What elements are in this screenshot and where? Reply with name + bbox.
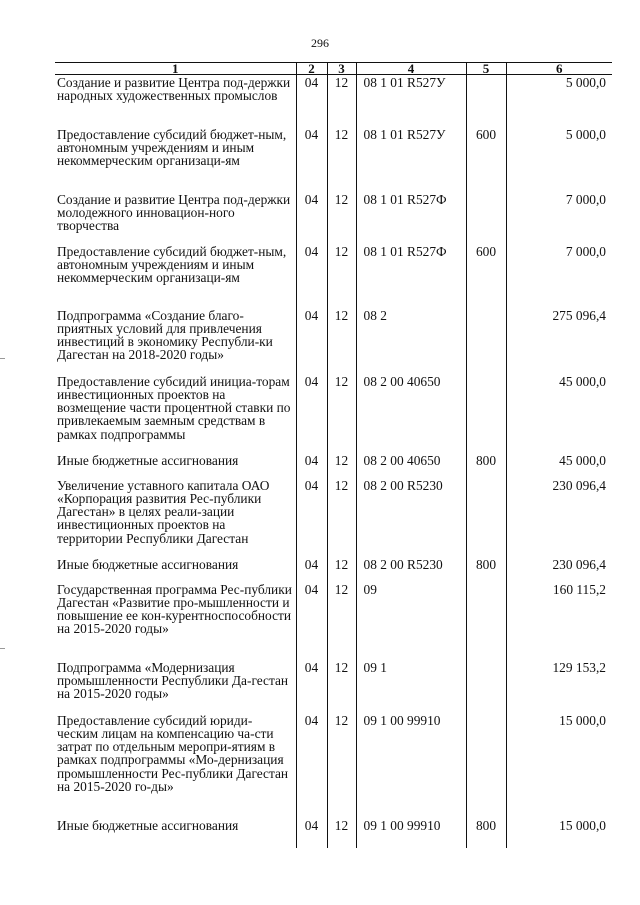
row-amount: 275 096,4 bbox=[506, 308, 612, 374]
table-row bbox=[55, 478, 612, 557]
row-target-code: 09 1 00 99910 bbox=[356, 818, 466, 848]
row-subsection: 12 bbox=[327, 244, 356, 308]
row-section: 04 bbox=[296, 244, 327, 308]
row-section: 04 bbox=[296, 660, 327, 713]
row-target-code: 08 2 00 40650 bbox=[356, 453, 466, 478]
row-subsection: 12 bbox=[327, 453, 356, 478]
row-amount: 129 153,2 bbox=[506, 660, 612, 713]
row-name: Государственная программа Рес-публики Дагестан «Развитие про-мышленности и повышение ее кон-курентноспособности на 2015-2020 годы» bbox=[57, 581, 292, 637]
row-name: Создание и развитие Центра под-держки народных художественных промыслов bbox=[57, 75, 291, 104]
row-amount: 5 000,0 bbox=[506, 127, 612, 192]
row-expense-type: 800 bbox=[466, 453, 506, 478]
row-section: 04 bbox=[296, 127, 327, 192]
row-section: 04 bbox=[296, 453, 327, 478]
row-expense-type bbox=[466, 192, 506, 244]
row-name: Иные бюджетные ассигнования bbox=[57, 817, 239, 833]
row-target-code: 08 2 00 R5230 bbox=[356, 557, 466, 582]
header-col-6: 6 bbox=[506, 63, 612, 75]
row-expense-type bbox=[466, 713, 506, 818]
row-name: Подпрограмма «Модернизация промышленности Республики Да-гестан на 2015-2020 годы» bbox=[57, 659, 289, 702]
row-name: Иные бюджетные ассигнования bbox=[57, 556, 239, 572]
page-number: 296 bbox=[311, 36, 329, 50]
row-amount: 5 000,0 bbox=[506, 75, 612, 127]
header-col-5: 5 bbox=[466, 63, 506, 75]
row-expense-type bbox=[466, 660, 506, 713]
table-row bbox=[55, 453, 612, 478]
row-amount: 7 000,0 bbox=[506, 244, 612, 308]
row-name: Предоставление субсидий инициа-торам инвестиционных проектов на возмещение части процентной ставки по привлекаемым заемным средствам в рамках подпрограммы bbox=[57, 373, 291, 442]
table-row bbox=[55, 75, 612, 127]
row-subsection: 12 bbox=[327, 308, 356, 374]
row-amount: 230 096,4 bbox=[506, 478, 612, 557]
row-name: Создание и развитие Центра под-держки молодежного инновацион-ного творчества bbox=[57, 191, 291, 234]
row-target-code: 08 1 01 R527Ф bbox=[356, 244, 466, 308]
table-row bbox=[55, 192, 612, 244]
row-expense-type bbox=[466, 308, 506, 374]
row-expense-type bbox=[466, 582, 506, 660]
row-amount: 15 000,0 bbox=[506, 818, 612, 848]
row-amount: 45 000,0 bbox=[506, 453, 612, 478]
row-name: Подпрограмма «Создание благо-приятных условий для привлечения инвестиций в экономику Республи-ки Дагестан на 2018-2020 годы» bbox=[57, 307, 273, 363]
row-section: 04 bbox=[296, 713, 327, 818]
table-row bbox=[55, 244, 612, 308]
row-name: Увеличение уставного капитала ОАО «Корпорация развития Рес-публики Дагестан» в целях реали-зации инвестиционных проектов на территории Республики Дагестан bbox=[57, 477, 270, 546]
row-amount: 230 096,4 bbox=[506, 557, 612, 582]
row-expense-type: 800 bbox=[466, 557, 506, 582]
row-name: Иные бюджетные ассигнования bbox=[57, 452, 239, 468]
scan-margin-mark bbox=[0, 358, 5, 359]
row-subsection: 12 bbox=[327, 582, 356, 660]
row-name: Предоставление субсидий юриди-ческим лицам на компенсацию ча-сти затрат по отдельным меропри-ятиям в рамках подпрограммы «Мо-дернизация промышленности Рес-публики Дагестан на 2015-2020 го-ды» bbox=[57, 712, 289, 794]
row-expense-type bbox=[466, 75, 506, 127]
row-target-code: 08 1 01 R527Ф bbox=[356, 192, 466, 244]
row-name: Предоставление субсидий бюджет-ным, автономным учреждениям и иным некоммерческим организаци-ям bbox=[57, 243, 287, 286]
row-expense-type: 600 bbox=[466, 244, 506, 308]
table-header-row bbox=[55, 63, 612, 75]
row-section: 04 bbox=[296, 192, 327, 244]
row-subsection: 12 bbox=[327, 713, 356, 818]
row-target-code: 08 2 00 40650 bbox=[356, 374, 466, 453]
table-row bbox=[55, 713, 612, 818]
row-subsection: 12 bbox=[327, 478, 356, 557]
header-col-4: 4 bbox=[356, 63, 466, 75]
table-row bbox=[55, 582, 612, 660]
table-row bbox=[55, 374, 612, 453]
row-section: 04 bbox=[296, 478, 327, 557]
row-expense-type bbox=[466, 374, 506, 453]
row-section: 04 bbox=[296, 308, 327, 374]
row-subsection: 12 bbox=[327, 192, 356, 244]
header-col-1: 1 bbox=[55, 63, 296, 75]
header-col-2: 2 bbox=[296, 63, 327, 75]
row-subsection: 12 bbox=[327, 557, 356, 582]
table-row bbox=[55, 818, 612, 848]
table-row bbox=[55, 308, 612, 374]
table-row bbox=[55, 660, 612, 713]
row-section: 04 bbox=[296, 75, 327, 127]
row-name: Предоставление субсидий бюджет-ным, автономным учреждениям и иным некоммерческим организаци-ям bbox=[57, 126, 287, 169]
budget-table bbox=[55, 62, 612, 848]
row-amount: 15 000,0 bbox=[506, 713, 612, 818]
row-section: 04 bbox=[296, 557, 327, 582]
table-row bbox=[55, 127, 612, 192]
row-subsection: 12 bbox=[327, 75, 356, 127]
row-target-code: 08 1 01 R527У bbox=[356, 75, 466, 127]
row-expense-type bbox=[466, 478, 506, 557]
row-subsection: 12 bbox=[327, 127, 356, 192]
row-target-code: 08 1 01 R527У bbox=[356, 127, 466, 192]
header-col-3: 3 bbox=[327, 63, 356, 75]
row-target-code: 09 1 00 99910 bbox=[356, 713, 466, 818]
scan-margin-mark bbox=[0, 648, 5, 649]
row-expense-type: 800 bbox=[466, 818, 506, 848]
row-target-code: 08 2 00 R5230 bbox=[356, 478, 466, 557]
row-expense-type: 600 bbox=[466, 127, 506, 192]
row-target-code: 09 1 bbox=[356, 660, 466, 713]
row-subsection: 12 bbox=[327, 660, 356, 713]
row-target-code: 09 bbox=[356, 582, 466, 660]
row-section: 04 bbox=[296, 582, 327, 660]
row-target-code: 08 2 bbox=[356, 308, 466, 374]
row-amount: 7 000,0 bbox=[506, 192, 612, 244]
row-subsection: 12 bbox=[327, 818, 356, 848]
row-subsection: 12 bbox=[327, 374, 356, 453]
row-amount: 160 115,2 bbox=[506, 582, 612, 660]
row-section: 04 bbox=[296, 818, 327, 848]
row-amount: 45 000,0 bbox=[506, 374, 612, 453]
table-row bbox=[55, 557, 612, 582]
row-section: 04 bbox=[296, 374, 327, 453]
